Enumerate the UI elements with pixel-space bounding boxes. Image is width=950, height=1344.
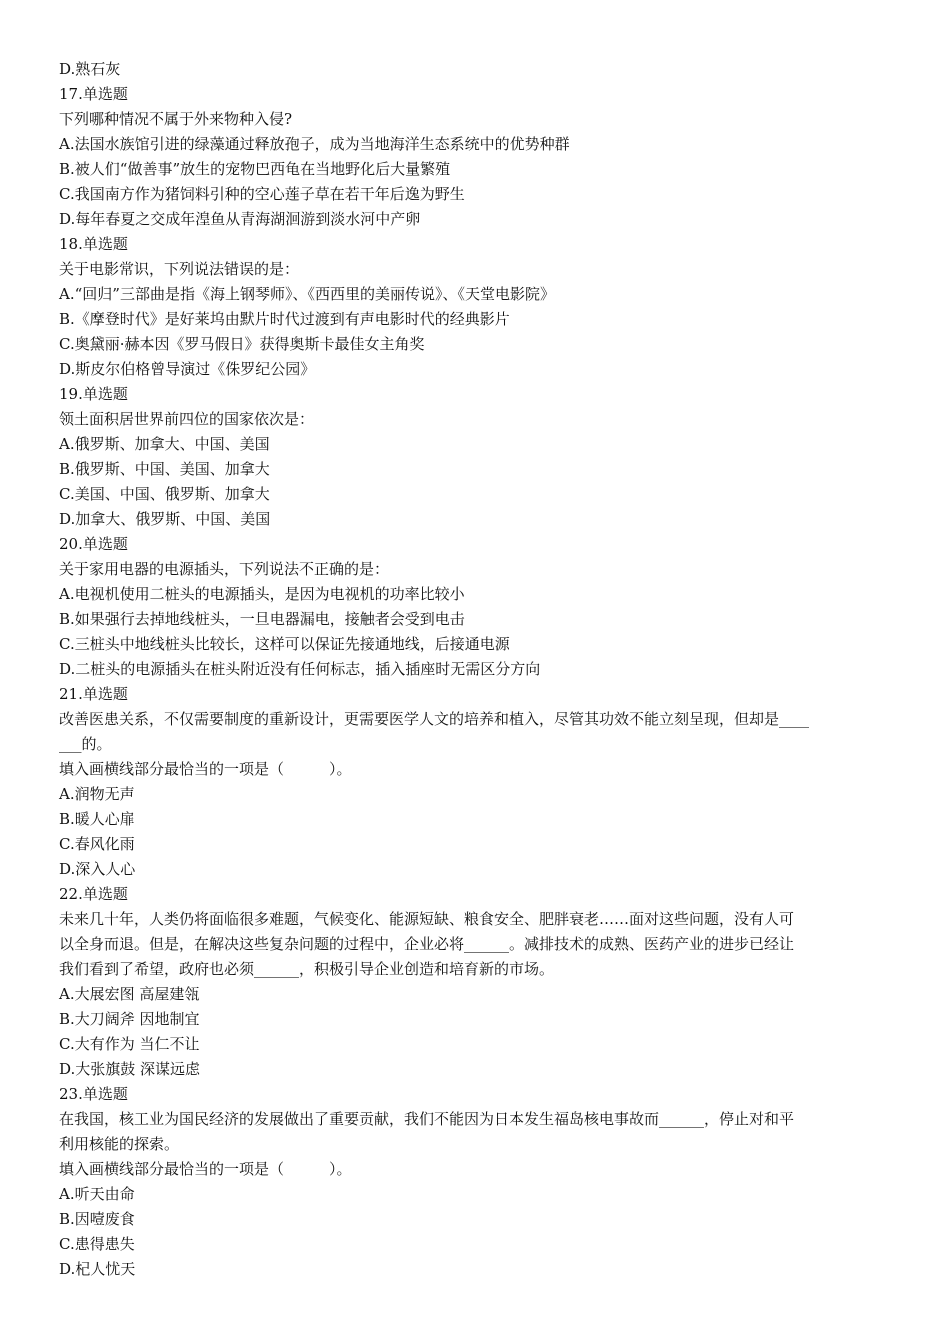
question-22-option-b: B.大刀阔斧 因地制宜 — [59, 1010, 200, 1028]
question-21-prompt: 填入画横线部分最恰当的一项是（ ）。 — [59, 760, 352, 778]
question-23-option-a: A.听天由命 — [59, 1185, 135, 1203]
question-22-stem-line-1: 未来几十年，人类仍将面临很多难题，气候变化、能源短缺、粮食安全、肥胖衰老……面对这些问题，没有人可 — [59, 910, 795, 928]
question-23-option-b: B.因噎废食 — [59, 1210, 135, 1228]
question-19-option-b: B.俄罗斯、中国、美国、加拿大 — [59, 460, 270, 478]
question-19-option-d: D.加拿大、俄罗斯、中国、美国 — [59, 510, 271, 528]
question-18-option-d: D.斯皮尔伯格曾导演过《侏罗纪公园》 — [59, 360, 316, 378]
question-22-option-a: A.大展宏图 高屋建瓴 — [59, 985, 200, 1003]
question-23-stem-line-1: 在我国，核工业为国民经济的发展做出了重要贡献，我们不能因为日本发生福岛核电事故而______，停止对和平 — [59, 1110, 795, 1128]
question-18-title: 18.单选题 — [59, 235, 128, 253]
question-21-option-d: D.深入人心 — [59, 860, 136, 878]
question-19-option-a: A.俄罗斯、加拿大、中国、美国 — [59, 435, 270, 453]
question-19-stem: 领土面积居世界前四位的国家依次是： — [59, 410, 315, 428]
question-22-title: 22.单选题 — [59, 885, 128, 903]
question-20-option-b: B.如果强行去掉地线桩头，一旦电器漏电，接触者会受到电击 — [59, 610, 465, 628]
question-22-stem-line-3: 我们看到了希望，政府也必须______，积极引导企业创造和培育新的市场。 — [59, 960, 555, 978]
option-d-q16: D.熟石灰 — [59, 60, 121, 78]
question-23-stem-line-2: 利用核能的探索。 — [59, 1135, 180, 1153]
question-21-stem-line-2: ___的。 — [59, 735, 112, 753]
question-21-title: 21.单选题 — [59, 685, 128, 703]
question-17-title: 17.单选题 — [59, 85, 128, 103]
question-21-stem-line-1: 改善医患关系，不仅需要制度的重新设计，更需要医学人文的培养和植入，尽管其功效不能立刻呈现，但却是____ — [59, 710, 810, 728]
question-18-option-b: B.《摩登时代》是好莱坞由默片时代过渡到有声电影时代的经典影片 — [59, 310, 510, 328]
question-21-option-b: B.暖人心扉 — [59, 810, 135, 828]
question-17-stem: 下列哪种情况不属于外来物种入侵? — [59, 110, 293, 128]
question-20-option-d: D.二桩头的电源插头在桩头附近没有任何标志，插入插座时无需区分方向 — [59, 660, 541, 678]
question-18-option-c: C.奥黛丽·赫本因《罗马假日》获得奥斯卡最佳女主角奖 — [59, 335, 425, 353]
question-23-title: 23.单选题 — [59, 1085, 128, 1103]
question-20-title: 20.单选题 — [59, 535, 128, 553]
question-20-stem: 关于家用电器的电源插头，下列说法不正确的是： — [59, 560, 390, 578]
question-17-option-c: C.我国南方作为猪饲料引种的空心莲子草在若干年后逸为野生 — [59, 185, 465, 203]
question-17-option-b: B.被人们“做善事”放生的宠物巴西龟在当地野化后大量繁殖 — [59, 160, 451, 178]
question-17-option-a: A.法国水族馆引进的绿藻通过释放孢子，成为当地海洋生态系统中的优势种群 — [59, 135, 570, 153]
question-20-option-c: C.三桩头中地线桩头比较长，这样可以保证先接通地线，后接通电源 — [59, 635, 510, 653]
question-19-title: 19.单选题 — [59, 385, 128, 403]
question-23-option-c: C.患得患失 — [59, 1235, 135, 1253]
question-22-stem-line-2: 以全身而退。但是，在解决这些复杂问题的过程中，企业必将______。减排技术的成熟、医药产业的进步已经让 — [59, 935, 795, 953]
question-22-option-d: D.大张旗鼓 深谋远虑 — [59, 1060, 201, 1078]
question-18-option-a: A.“回归”三部曲是指《海上钢琴师》、《西西里的美丽传说》、《天堂电影院》 — [59, 285, 555, 303]
question-21-option-c: C.春风化雨 — [59, 835, 135, 853]
question-17-option-d: D.每年春夏之交成年湟鱼从青海湖洄游到淡水河中产卵 — [59, 210, 421, 228]
question-21-option-a: A.润物无声 — [59, 785, 135, 803]
question-23-prompt: 填入画横线部分最恰当的一项是（ ）。 — [59, 1160, 352, 1178]
question-19-option-c: C.美国、中国、俄罗斯、加拿大 — [59, 485, 270, 503]
question-18-stem: 关于电影常识，下列说法错误的是： — [59, 260, 300, 278]
question-22-option-c: C.大有作为 当仁不让 — [59, 1035, 200, 1053]
question-23-option-d: D.杞人忧天 — [59, 1260, 136, 1278]
document-page — [59, 57, 891, 1282]
question-20-option-a: A.电视机使用二桩头的电源插头，是因为电视机的功率比较小 — [59, 585, 465, 603]
